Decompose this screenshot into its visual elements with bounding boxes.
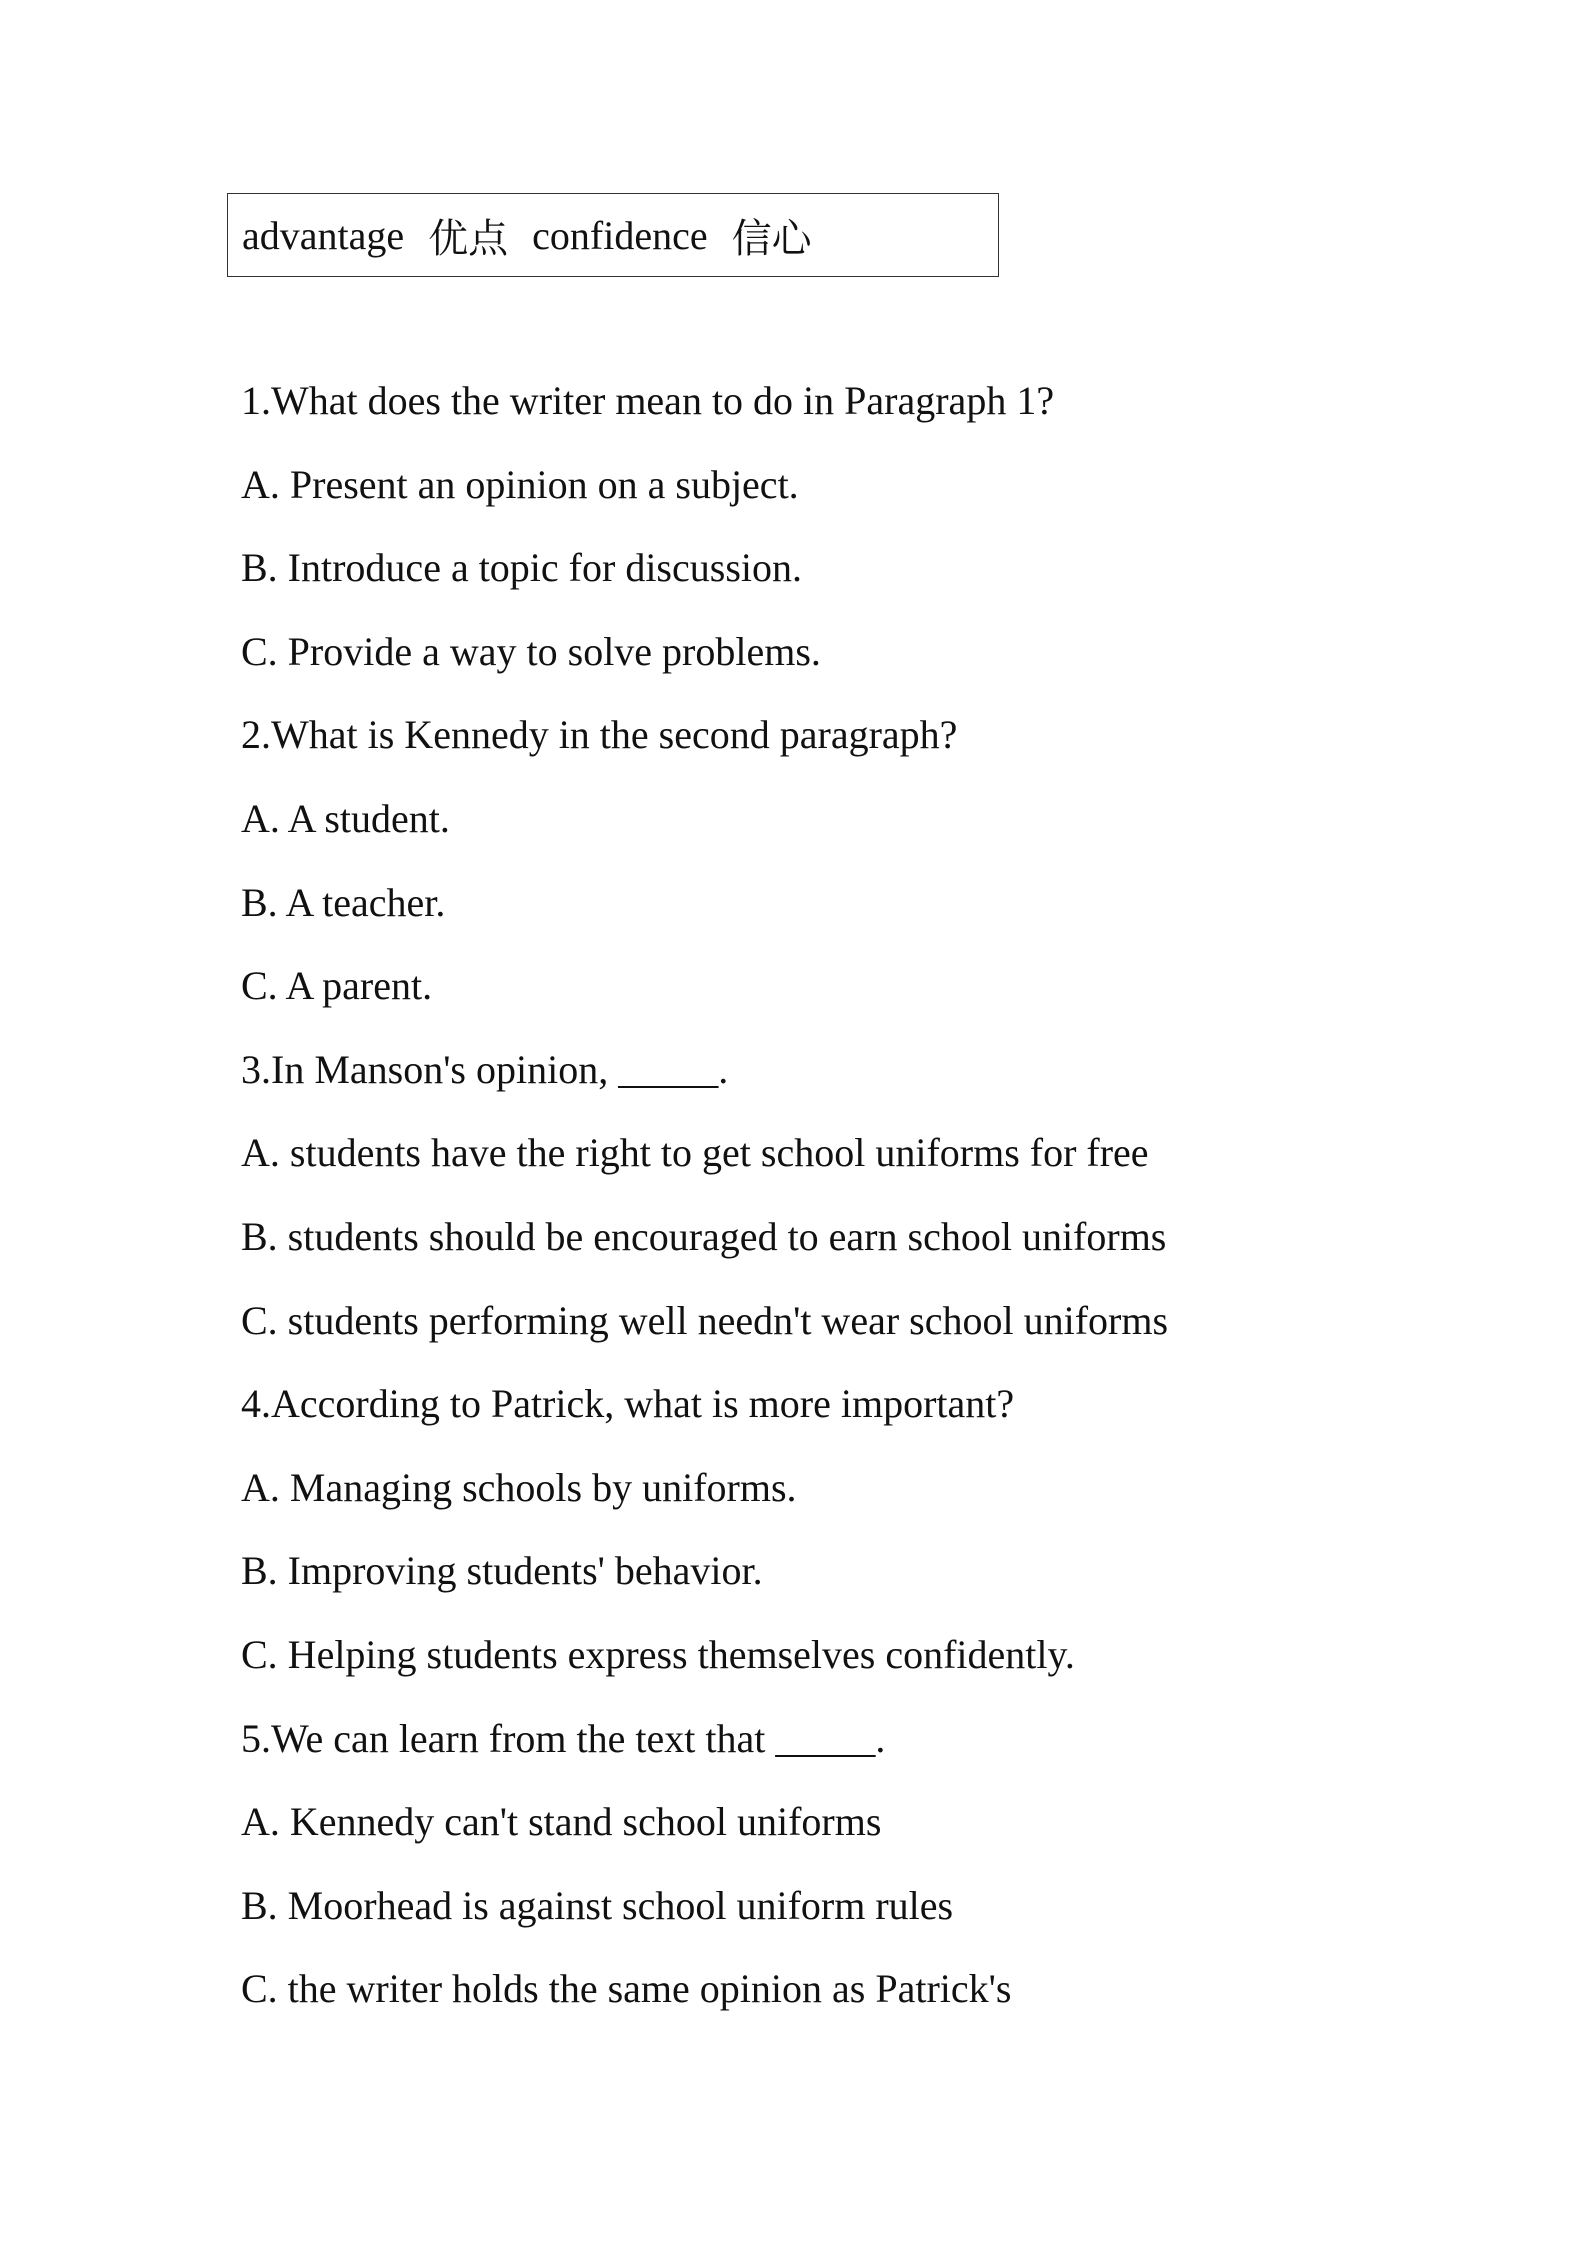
question-list: [241, 378, 1541, 2053]
vocab-meaning-1: 优点: [428, 215, 509, 261]
vocab-meaning-2: 信心: [731, 215, 812, 261]
option-b: B. Improving students' behavior.: [241, 1548, 763, 1594]
question-stem: 4.According to Patrick, what is more important?: [241, 1381, 1015, 1427]
option-c: C. the writer holds the same opinion as Patrick's: [241, 1966, 1012, 2012]
option-a: A. students have the right to get school uniforms for free: [241, 1130, 1149, 1176]
option-a: A. A student.: [241, 795, 450, 841]
option-c: C. Provide a way to solve problems.: [241, 628, 821, 674]
question-1: [241, 378, 1541, 674]
vocab-word-2: confidence: [532, 212, 708, 258]
question-stem: 2.What is Kennedy in the second paragraph?: [241, 712, 958, 758]
question-4: [241, 1381, 1541, 1677]
option-b: B. A teacher.: [241, 879, 446, 925]
vocab-word-1: advantage: [242, 212, 405, 258]
question-stem: 1.What does the writer mean to do in Paragraph 1?: [241, 378, 1055, 423]
option-c: C. A parent.: [241, 963, 433, 1009]
vocabulary-box: [227, 193, 999, 277]
option-a: A. Managing schools by uniforms.: [241, 1464, 797, 1510]
option-c: C. students performing well needn't wear school uniforms: [241, 1297, 1169, 1343]
option-a: A. Present an opinion on a subject.: [241, 461, 799, 507]
option-a: A. Kennedy can't stand school uniforms: [241, 1799, 882, 1845]
question-5: [241, 1715, 1541, 2012]
option-b: B. Introduce a topic for discussion.: [241, 545, 802, 591]
option-c: C. Helping students express themselves confidently.: [241, 1631, 1075, 1677]
question-2: [241, 712, 1541, 1009]
option-b: B. students should be encouraged to earn school uniforms: [241, 1213, 1167, 1259]
question-stem: 3.In Manson's opinion, _____.: [241, 1046, 729, 1092]
question-stem: 5.We can learn from the text that _____.: [241, 1715, 886, 1761]
question-3: [241, 1046, 1541, 1343]
option-b: B. Moorhead is against school uniform rules: [241, 1882, 954, 1928]
